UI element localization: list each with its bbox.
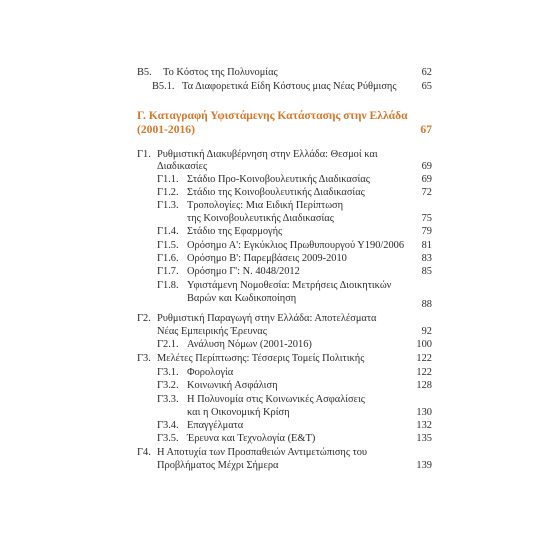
toc-page: 83 (421, 253, 432, 264)
section-heading-years: (2001-2016) (137, 123, 195, 136)
toc-title: Κοινωνική Ασφάλιση (187, 380, 278, 391)
toc-code: Γ1.6. (157, 253, 179, 264)
toc-title: Τα Διαφορετικά Είδη Κόστους μιας Νέας Ρύθμισης (182, 81, 397, 92)
toc-code: Γ1.2. (157, 187, 179, 198)
toc-page: 132 (416, 420, 432, 431)
toc-title-cont: Διαδικασίες (157, 161, 208, 172)
toc-code: Γ1.7. (157, 266, 179, 277)
toc-title: Η Πολυνομία στις Κοινωνικές Ασφαλίσεις (187, 394, 365, 405)
toc-code: Γ1. (137, 149, 151, 160)
toc-title: Ανάλυση Νόμων (2001-2016) (187, 339, 312, 350)
toc-title: Ορόσημο Α': Εγκύκλιος Πρωθυπουργού Υ190/2006 (187, 240, 405, 251)
toc-title-cont: Προβλήματος Μέχρι Σήμερα (157, 460, 279, 471)
toc-code: Γ2.1. (157, 339, 179, 350)
toc-page: 69 (421, 161, 432, 172)
toc-title: Στάδιο Προ-Κοινοβουλευτικής Διαδικασίας (187, 174, 370, 185)
toc-code: Γ3.5. (157, 433, 179, 444)
toc-page: 128 (416, 380, 432, 391)
toc-code: Γ1.8. (157, 280, 179, 291)
toc-page: 75 (421, 213, 432, 224)
toc-code: Γ1.1. (157, 174, 179, 185)
toc-page: 100 (416, 339, 432, 350)
toc-title: Υφιστάμενη Νομοθεσία: Μετρήσεις Διοικητικών (187, 280, 392, 291)
toc-title: Έρευνα και Τεχνολογία (Ε&Τ) (187, 433, 316, 444)
toc-page: 72 (421, 187, 432, 198)
toc-code: Γ1.3. (157, 200, 179, 211)
toc-page: 122 (416, 367, 432, 378)
toc-title: Επαγγέλματα (187, 420, 244, 431)
toc-page: 81 (421, 240, 432, 251)
toc-code: Γ3.4. (157, 420, 179, 431)
toc-title: Ορόσημο Γ': Ν. 4048/2012 (187, 266, 300, 277)
toc-page: 139 (416, 460, 432, 471)
toc-code: Γ1.5. (157, 240, 179, 251)
toc-title: Στάδιο της Εφαρμογής (187, 226, 283, 237)
toc-page: 62 (421, 67, 432, 78)
toc-title: Μελέτες Περίπτωσης: Τέσσερις Τομείς Πολιτικής (157, 353, 365, 364)
section-heading: Γ. Καταγραφή Υφιστάμενης Κατάστασης στην Ελλάδα (137, 109, 408, 122)
toc-page: 79 (421, 226, 432, 237)
toc-title: Ορόσημο Β': Παρεμβάσεις 2009-2010 (187, 253, 347, 264)
toc-page: 85 (421, 266, 432, 277)
toc-code: Γ3. (137, 353, 151, 364)
toc-title: Το Κόστος της Πολυνομίας (163, 67, 278, 78)
toc-page: 69 (421, 174, 432, 185)
toc-title: Ρυθμιστική Διακυβέρνηση στην Ελλάδα: Θεσμοί και (157, 149, 378, 160)
toc-title: Στάδιο της Κοινοβουλευτικής Διαδικασίας (187, 187, 365, 198)
toc-code: Γ3.2. (157, 380, 179, 391)
toc-title-cont: Νέας Εμπειρικής Έρευνας (157, 326, 267, 337)
toc-page: 65 (421, 81, 432, 92)
toc-code: Γ4. (137, 447, 151, 458)
toc-page: 130 (416, 407, 432, 418)
toc-title: Η Αποτυχία των Προσπαθειών Αντιμετώπισης του (157, 447, 368, 458)
toc-title-cont: Βαρών και Κωδικοποίηση (187, 293, 297, 304)
toc-code: Β5. (137, 67, 152, 78)
toc-code: Γ3.3. (157, 394, 179, 405)
toc-code: Γ3.1. (157, 367, 179, 378)
toc-page: 88 (421, 299, 432, 310)
toc-page: 135 (416, 433, 432, 444)
toc-title: Τροπολογίες: Μια Ειδική Περίπτωση (187, 200, 344, 211)
toc-code: Γ2. (137, 313, 151, 324)
toc-page: 122 (416, 353, 432, 364)
section-page: 67 (420, 123, 432, 136)
toc-code: Γ1.4. (157, 226, 179, 237)
toc-page: 92 (421, 326, 432, 337)
toc-title: Φορολογία (187, 367, 234, 378)
toc-code: Β5.1. (152, 81, 175, 92)
toc-title-cont: της Κοινοβουλευτικής Διαδικασίας (187, 213, 334, 224)
toc-title-cont: και η Οικονομική Κρίση (187, 407, 290, 418)
toc-title: Ρυθμιστική Παραγωγή στην Ελλάδα: Αποτελέσματα (157, 313, 377, 324)
